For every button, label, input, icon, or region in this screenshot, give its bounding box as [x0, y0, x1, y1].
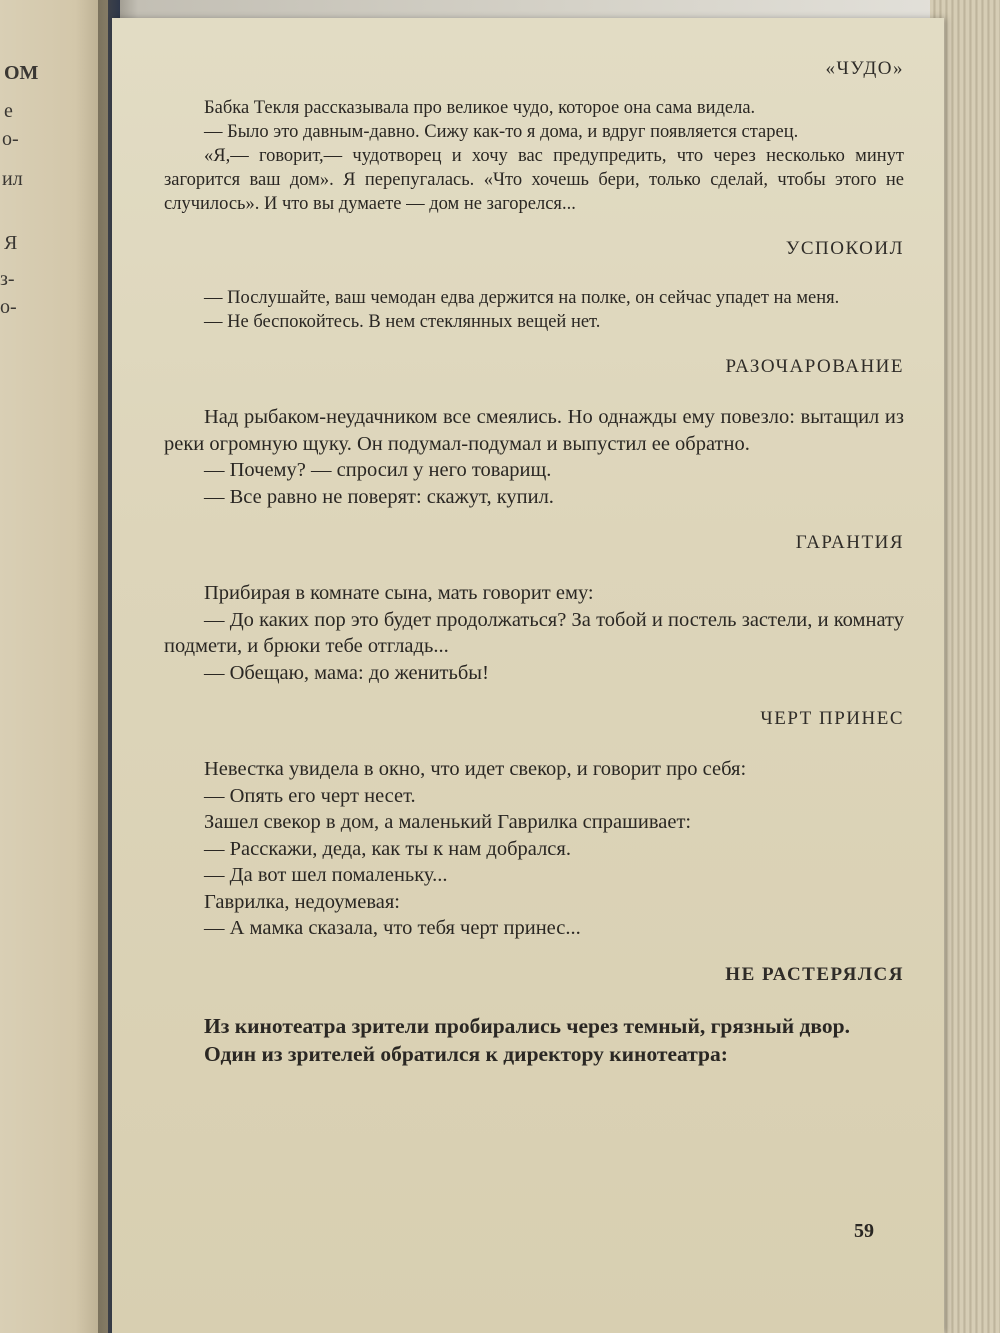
left-page-fragment: ил	[2, 168, 23, 190]
paragraph: — Да вот шел помаленьку...	[204, 864, 448, 886]
left-page-fragment: е	[4, 100, 13, 122]
left-page-fragment: о-	[0, 296, 17, 318]
section-garantiya	[164, 532, 904, 686]
left-page-fragment: Я	[4, 232, 18, 254]
paragraph: — До каких пор это будет продолжаться? За тобой и постель застели, и комнату подмети, и брюки тебе отгладь...	[164, 608, 904, 657]
page-text	[164, 58, 904, 1090]
section-title: УСПОКОИЛ	[785, 238, 904, 259]
section-title: НЕ РАСТЕРЯЛСЯ	[725, 963, 904, 985]
paragraph: Один из зрителей обратился к директору кинотеатра:	[204, 1041, 728, 1066]
paragraph: «Я,— говорит,— чудотворец и хочу вас предупредить, что через несколько минут загорится ваш дом». Я перепугалась. «Что хочешь бери, только сделай, чтобы этого не случилось». И что вы думаете — дом не загорелся...	[164, 146, 904, 214]
section-title: РАЗОЧАРОВАНИЕ	[725, 356, 904, 377]
left-page-fragment: о-	[2, 128, 19, 150]
paragraph: Гаврилка, недоумевая:	[204, 890, 400, 913]
paragraph: — Все равно не поверят: скажут, купил.	[204, 485, 554, 508]
paragraph: — Обещаю, мама: до женитьбы!	[204, 661, 489, 684]
paragraph: — Почему? — спросил у него товарищ.	[204, 459, 552, 481]
section-chudo	[164, 58, 904, 216]
left-page	[0, 0, 108, 1333]
paragraph: — Послушайте, ваш чемодан едва держится на полке, он сейчас упадет на меня.	[204, 288, 840, 308]
section-title: «ЧУДО»	[825, 58, 904, 79]
section-ne-rasteryalsya	[164, 964, 904, 1068]
paragraph: Невестка увидела в окно, что идет свекор, и говорит про себя:	[204, 758, 747, 780]
left-page-fragment: з-	[0, 268, 15, 290]
section-razocharovanie	[164, 356, 904, 510]
right-page	[112, 18, 944, 1333]
paragraph: — Расскажи, деда, как ты к нам добрался.	[204, 837, 571, 860]
section-chert-prines	[164, 708, 904, 942]
section-title: ЧЕРТ ПРИНЕС	[760, 708, 904, 729]
page-number: 59	[854, 1220, 874, 1242]
paragraph: Из кинотеатра зрители пробирались через темный, грязный двор.	[204, 1013, 850, 1038]
left-page-fragment: ОМ	[4, 62, 39, 84]
paragraph: — А мамка сказала, что тебя черт принес...	[204, 917, 581, 939]
paragraph: Над рыбаком-неудачником все смеялись. Но однажды ему повезло: вытащил из реки огромную щуку. Он подумал-подумал и выпустил ее обратно.	[164, 406, 904, 455]
section-title: ГАРАНТИЯ	[795, 532, 904, 553]
paragraph: Бабка Текля рассказывала про великое чудо, которое она сама видела.	[204, 98, 756, 118]
paragraph: — Опять его черт несет.	[204, 784, 416, 807]
paragraph: — Было это давным-давно. Сижу как-то я дома, и вдруг появляется старец.	[204, 122, 799, 142]
paragraph: — Не беспокойтесь. В нем стеклянных вещей нет.	[204, 312, 601, 332]
paragraph: Зашел свекор в дом, а маленький Гаврилка спрашивает:	[204, 811, 692, 833]
section-uspokoil	[164, 238, 904, 334]
paragraph: Прибирая в комнате сына, мать говорит ему:	[204, 582, 594, 604]
